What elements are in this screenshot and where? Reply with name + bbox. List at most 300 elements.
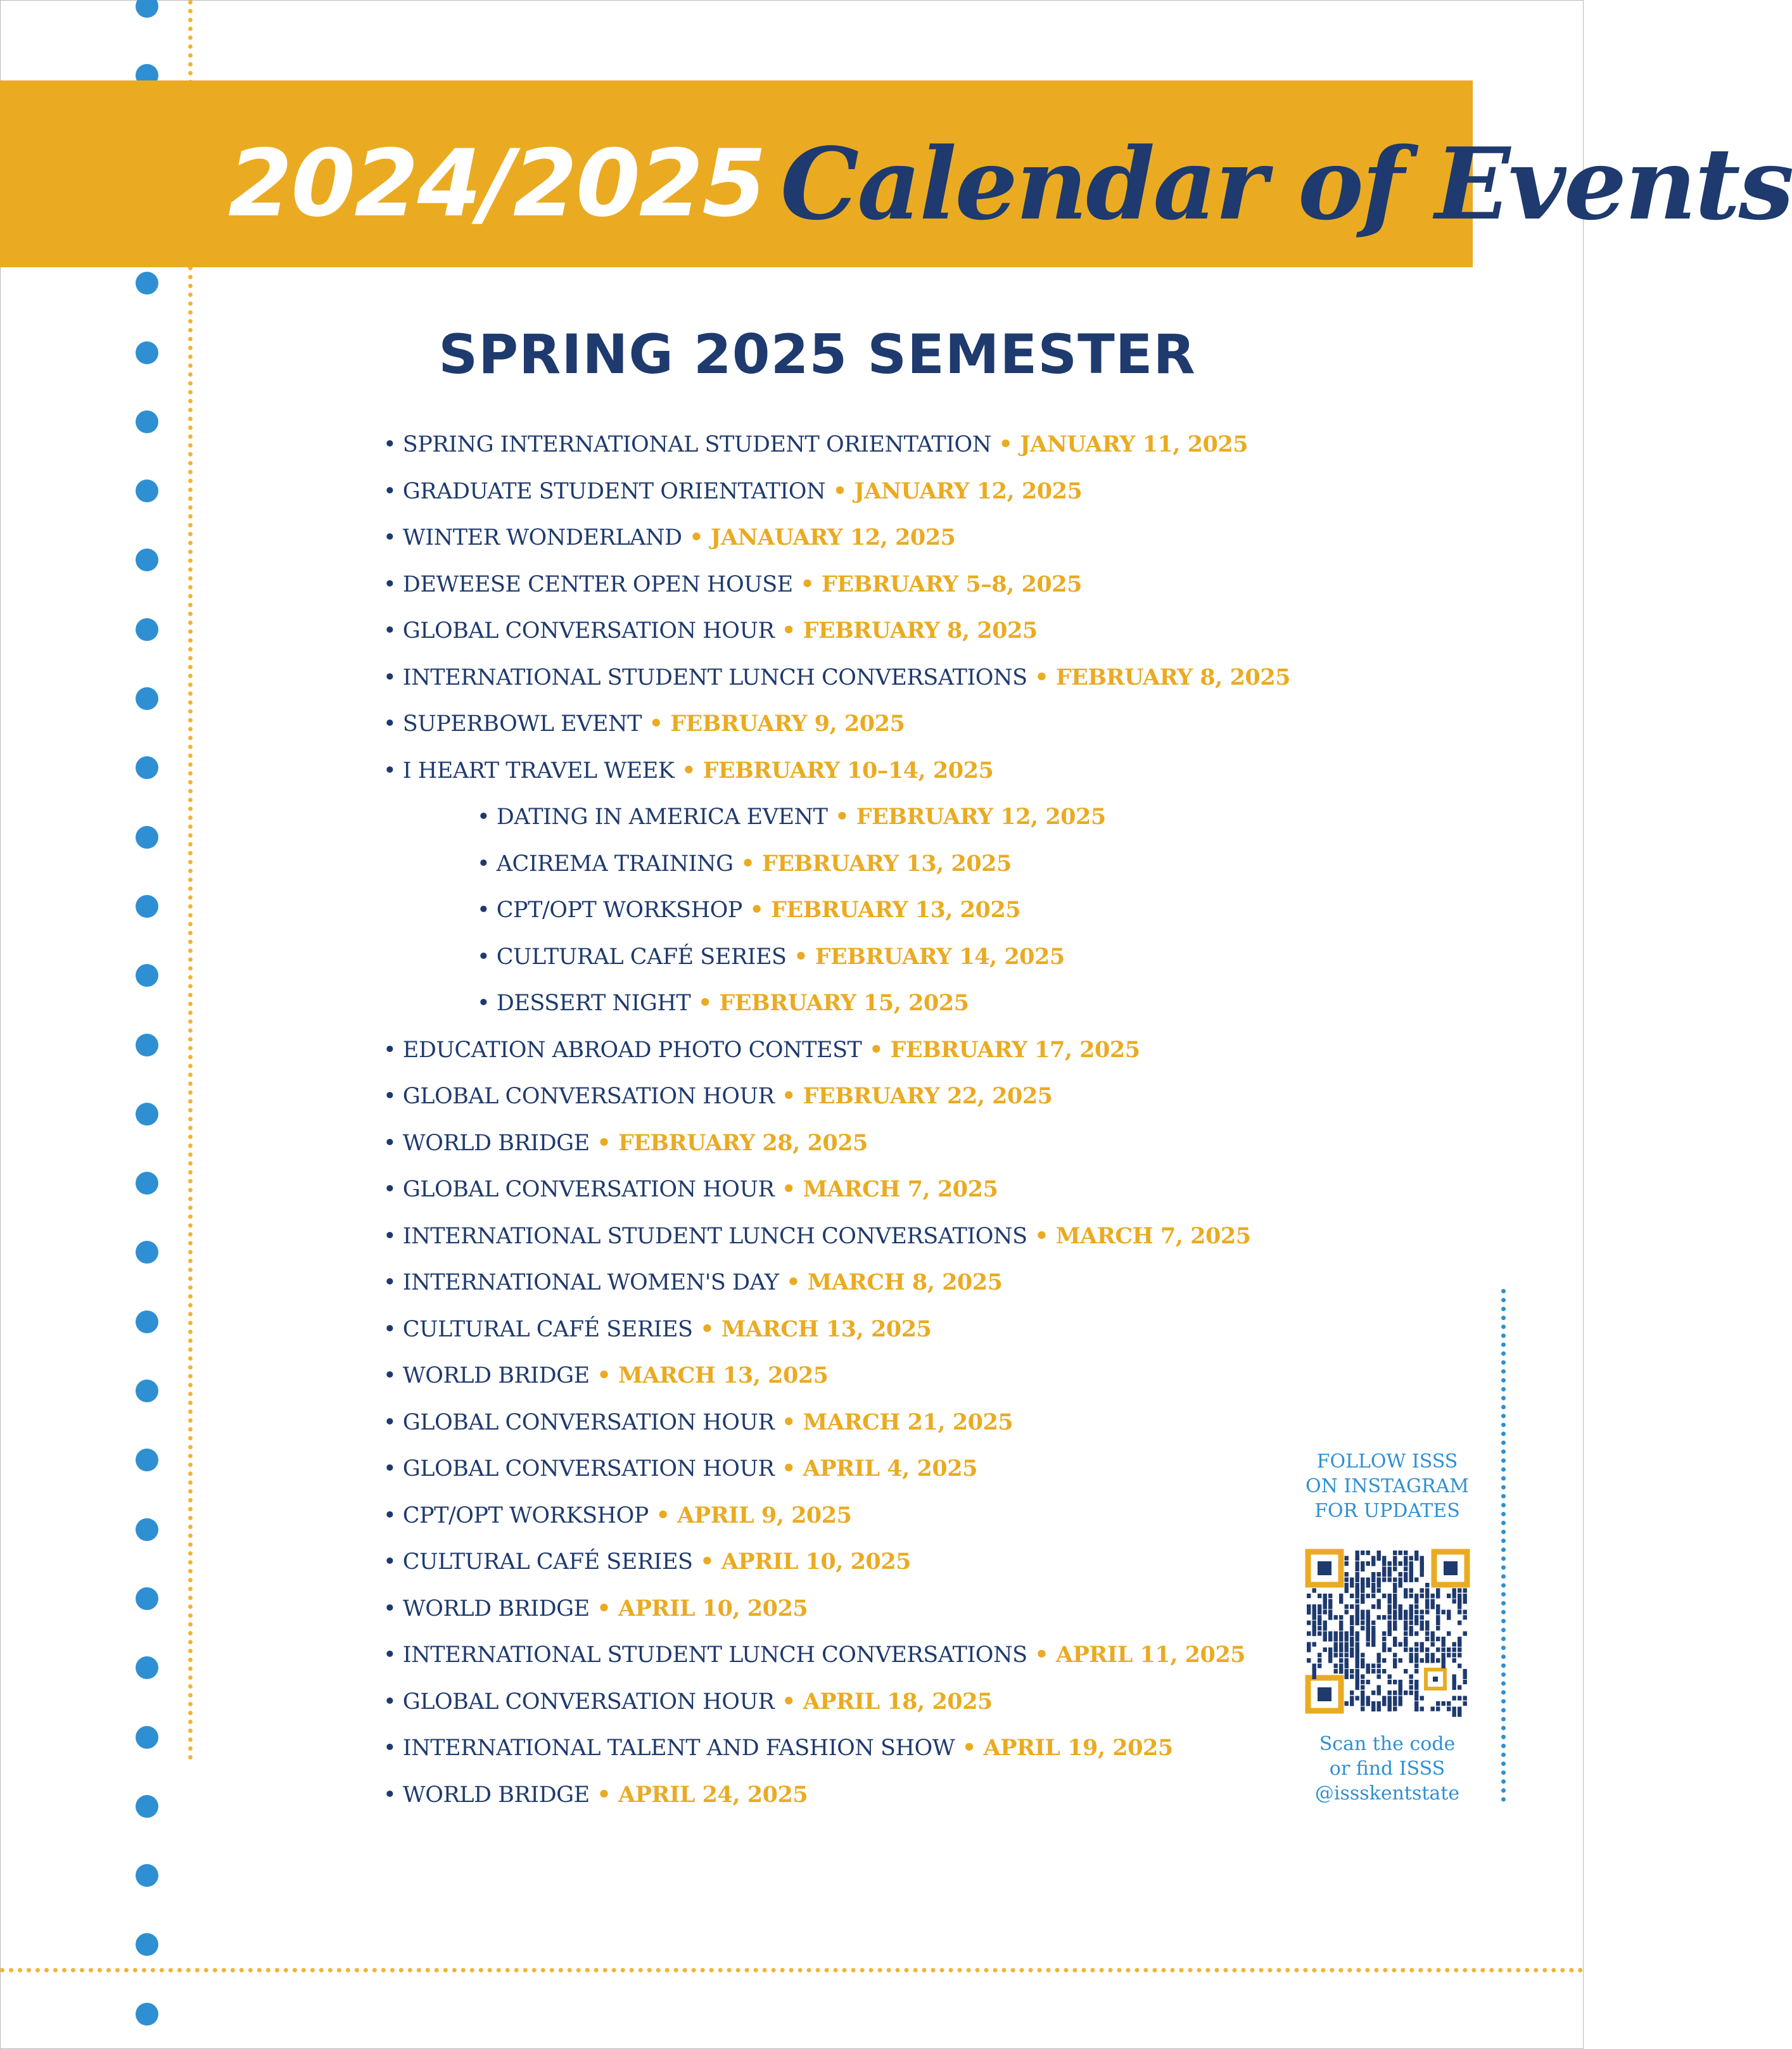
event-date: • JANAUARY 12, 2025 <box>682 524 956 550</box>
qr-module <box>1414 1664 1418 1668</box>
qr-module <box>1318 1594 1321 1598</box>
qr-module <box>1345 1653 1349 1658</box>
instagram-handle[interactable]: @issskentstate <box>1314 1782 1460 1805</box>
event-item <box>383 1264 1523 1310</box>
qr-module <box>1377 1707 1381 1711</box>
qr-module <box>1350 1621 1354 1625</box>
event-date: • APRIL 10, 2025 <box>589 1595 808 1621</box>
qr-module <box>1350 1675 1354 1679</box>
qr-module <box>1458 1589 1461 1593</box>
qr-module <box>1420 1594 1424 1598</box>
qr-module <box>1414 1642 1418 1647</box>
qr-module <box>1356 1632 1359 1642</box>
margin-dot <box>136 1587 158 1610</box>
qr-module <box>1420 1696 1424 1701</box>
qr-module <box>1404 1561 1408 1566</box>
event-name: • GLOBAL CONVERSATION HOUR <box>383 1689 775 1715</box>
scan-line-2: or find ISSS <box>1329 1758 1446 1780</box>
qr-module <box>1377 1599 1381 1609</box>
event-name: • GLOBAL CONVERSATION HOUR <box>383 1456 775 1481</box>
qr-module <box>1377 1578 1381 1588</box>
qr-module <box>1366 1551 1370 1555</box>
qr-module <box>1393 1599 1397 1609</box>
qr-module <box>1393 1691 1397 1695</box>
qr-module <box>1323 1621 1327 1631</box>
qr-module <box>1334 1642 1338 1653</box>
qr-module <box>1356 1615 1359 1625</box>
qr-module <box>1420 1621 1424 1631</box>
qr-module <box>1312 1626 1316 1636</box>
qr-module <box>1334 1653 1338 1658</box>
event-name: • CPT/OPT WORKSHOP <box>383 1502 649 1528</box>
qr-module <box>1356 1589 1359 1599</box>
scan-instructions <box>1289 1732 1485 1806</box>
event-item <box>383 473 1523 519</box>
event-name: • GLOBAL CONVERSATION HOUR <box>383 1409 775 1435</box>
qr-module <box>1463 1632 1467 1636</box>
event-item <box>383 752 1523 799</box>
event-date: • FEBRUARY 12, 2025 <box>827 804 1106 830</box>
qr-module <box>1420 1610 1424 1614</box>
qr-module <box>1323 1647 1327 1652</box>
qr-module <box>1318 1653 1321 1658</box>
event-name: • CULTURAL CAFÉ SERIES <box>383 1316 693 1342</box>
qr-module <box>1361 1653 1364 1658</box>
qr-module <box>1404 1567 1408 1571</box>
event-date: • FEBRUARY 8, 2025 <box>1027 664 1290 690</box>
qr-module <box>1382 1556 1386 1566</box>
event-date: • FEBRUARY 9, 2025 <box>641 711 905 737</box>
qr-module <box>1366 1669 1370 1673</box>
event-name: • WORLD BRIDGE <box>383 1363 590 1388</box>
qr-module <box>1361 1685 1364 1690</box>
event-item <box>383 1077 1523 1124</box>
qr-module <box>1350 1626 1354 1636</box>
qr-module <box>1356 1680 1359 1690</box>
qr-module <box>1409 1691 1413 1695</box>
qr-module <box>1323 1632 1327 1642</box>
qr-module <box>1463 1680 1467 1684</box>
event-item <box>383 1031 1523 1078</box>
event-date: • MARCH 21, 2025 <box>774 1409 1014 1435</box>
event-date: • APRIL 18, 2025 <box>774 1688 993 1715</box>
event-date: • APRIL 4, 2025 <box>774 1456 977 1481</box>
qr-module <box>1339 1632 1343 1642</box>
qr-module <box>1425 1583 1429 1587</box>
qr-module <box>1425 1599 1429 1609</box>
qr-module <box>1334 1632 1338 1642</box>
qr-module <box>1452 1642 1456 1647</box>
qr-module <box>1350 1669 1354 1673</box>
qr-module <box>1377 1691 1381 1695</box>
left-dot-column <box>136 0 161 2049</box>
event-name: • GLOBAL CONVERSATION HOUR <box>383 618 775 644</box>
qr-module <box>1442 1647 1446 1652</box>
qr-module <box>1371 1637 1375 1647</box>
qr-module <box>1409 1594 1413 1598</box>
qr-module <box>1452 1658 1456 1663</box>
qr-module <box>1420 1589 1424 1593</box>
event-name: • ACIREMA TRAINING <box>477 851 734 877</box>
qr-module <box>1393 1707 1397 1711</box>
margin-dot <box>136 1172 158 1195</box>
qr-module <box>1463 1594 1467 1604</box>
qr-module <box>1458 1685 1461 1690</box>
qr-module <box>1447 1707 1451 1711</box>
qr-module <box>1307 1642 1311 1653</box>
qr-module <box>1393 1551 1397 1555</box>
qr-module <box>1420 1642 1424 1653</box>
margin-dot <box>136 1241 158 1264</box>
qr-module <box>1409 1675 1413 1679</box>
margin-dot <box>136 549 158 571</box>
margin-dot <box>136 826 158 849</box>
instagram-line-2: ON INSTAGRAM <box>1305 1475 1469 1497</box>
qr-module <box>1361 1583 1364 1593</box>
qr-module <box>1339 1594 1343 1604</box>
event-date: • FEBRUARY 8, 2025 <box>774 618 1038 644</box>
qr-module <box>1345 1610 1349 1614</box>
event-date: • FEBRUARY 15, 2025 <box>690 990 969 1016</box>
qr-module <box>1409 1621 1413 1625</box>
qr-module <box>1356 1556 1359 1561</box>
qr-module <box>1414 1594 1418 1604</box>
qr-module <box>1404 1610 1408 1620</box>
event-date: • FEBRUARY 17, 2025 <box>861 1036 1140 1063</box>
event-item <box>383 519 1523 566</box>
margin-dot <box>136 272 158 295</box>
qr-module <box>1318 1604 1321 1614</box>
qr-module <box>1377 1653 1381 1663</box>
event-name: • INTERNATIONAL WOMEN'S DAY <box>383 1270 779 1295</box>
qr-module <box>1425 1647 1429 1652</box>
qr-module <box>1350 1647 1354 1658</box>
qr-module <box>1334 1664 1338 1668</box>
event-name: • WORLD BRIDGE <box>383 1595 590 1621</box>
banner-title <box>228 111 1792 257</box>
margin-dot <box>136 756 158 779</box>
qr-module <box>1328 1653 1332 1663</box>
margin-dot <box>136 687 158 710</box>
margin-dot <box>136 1864 158 1887</box>
qr-module <box>1425 1632 1429 1636</box>
qr-module <box>1345 1701 1349 1706</box>
qr-module <box>1431 1653 1435 1663</box>
qr-module <box>1312 1589 1316 1593</box>
qr-module <box>1361 1561 1364 1571</box>
qr-module <box>1361 1680 1364 1684</box>
qr-module <box>1452 1707 1456 1717</box>
event-item <box>383 1170 1523 1217</box>
qr-module <box>1463 1669 1467 1679</box>
margin-dot <box>136 964 158 987</box>
event-item <box>383 1357 1523 1404</box>
margin-dot <box>136 2003 158 2026</box>
event-item <box>383 426 1523 473</box>
qr-module <box>1388 1680 1392 1684</box>
qr-module <box>1312 1615 1316 1620</box>
qr-module <box>1371 1664 1375 1668</box>
qr-code-icon[interactable] <box>1307 1551 1468 1712</box>
qr-module <box>1323 1599 1327 1609</box>
qr-module <box>1393 1567 1397 1571</box>
qr-module <box>1393 1642 1397 1647</box>
qr-module <box>1361 1675 1364 1679</box>
qr-module <box>1452 1653 1456 1658</box>
qr-module <box>1436 1637 1440 1641</box>
qr-module <box>1339 1653 1343 1658</box>
qr-module <box>1436 1658 1440 1663</box>
qr-module <box>1414 1556 1418 1561</box>
qr-module <box>1345 1604 1349 1609</box>
event-name: • GLOBAL CONVERSATION HOUR <box>383 1177 775 1202</box>
qr-module <box>1463 1701 1467 1706</box>
qr-module <box>1339 1669 1343 1673</box>
margin-dot <box>136 1103 158 1126</box>
qr-module <box>1371 1594 1375 1598</box>
qr-module <box>1431 1594 1435 1598</box>
qr-module <box>1388 1632 1392 1636</box>
event-name: • DEWEESE CENTER OPEN HOUSE <box>383 571 793 597</box>
qr-module <box>1414 1610 1418 1614</box>
qr-module <box>1458 1642 1461 1647</box>
qr-module <box>1339 1615 1343 1620</box>
qr-module <box>1345 1556 1349 1561</box>
qr-module <box>1414 1691 1418 1701</box>
event-name: • INTERNATIONAL STUDENT LUNCH CONVERSATIONS <box>383 1223 1027 1249</box>
qr-module <box>1377 1551 1381 1561</box>
instagram-line-1: FOLLOW ISSS <box>1316 1450 1458 1473</box>
event-name: • INTERNATIONAL STUDENT LUNCH CONVERSATIONS <box>383 664 1027 690</box>
event-date: • APRIL 24, 2025 <box>589 1781 808 1808</box>
event-date: • APRIL 9, 2025 <box>648 1502 852 1528</box>
qr-module <box>1350 1642 1354 1647</box>
qr-module <box>1361 1664 1364 1668</box>
qr-module <box>1431 1642 1435 1647</box>
qr-module <box>1371 1556 1375 1566</box>
qr-module <box>1388 1701 1392 1711</box>
event-name: • GLOBAL CONVERSATION HOUR <box>383 1084 775 1109</box>
event-item <box>383 612 1523 659</box>
event-name: • DATING IN AMERICA EVENT <box>477 804 828 830</box>
margin-dot <box>136 0 158 18</box>
qr-module <box>1393 1701 1397 1706</box>
event-date: • APRIL 11, 2025 <box>1027 1642 1246 1668</box>
qr-module <box>1318 1658 1321 1663</box>
banner-year: 2024/2025 <box>228 130 766 238</box>
qr-module <box>1458 1653 1461 1658</box>
qr-module <box>1328 1599 1332 1609</box>
qr-module <box>1312 1642 1316 1647</box>
qr-module <box>1436 1589 1440 1599</box>
qr-module <box>1409 1658 1413 1663</box>
qr-module <box>1382 1594 1386 1598</box>
qr-module <box>1393 1578 1397 1582</box>
qr-module <box>1409 1589 1413 1593</box>
qr-module <box>1463 1696 1467 1701</box>
qr-module <box>1334 1615 1338 1620</box>
qr-module <box>1404 1642 1408 1647</box>
qr-module <box>1328 1594 1332 1598</box>
qr-module <box>1345 1561 1349 1566</box>
qr-module <box>1318 1626 1321 1630</box>
qr-module <box>1463 1589 1467 1593</box>
qr-module <box>1382 1637 1386 1641</box>
qr-module <box>1350 1594 1354 1598</box>
qr-module <box>1452 1599 1456 1604</box>
qr-module <box>1345 1664 1349 1668</box>
qr-module <box>1399 1615 1402 1620</box>
qr-module <box>1307 1621 1311 1625</box>
qr-module <box>1442 1701 1446 1706</box>
qr-module <box>1393 1658 1397 1668</box>
event-name: • I HEART TRAVEL WEEK <box>383 758 675 783</box>
qr-module <box>1436 1604 1440 1614</box>
qr-module <box>1404 1632 1408 1636</box>
qr-module <box>1388 1691 1392 1695</box>
qr-module <box>1388 1615 1392 1620</box>
qr-module <box>1382 1632 1386 1636</box>
qr-module <box>1350 1696 1354 1706</box>
qr-module <box>1371 1669 1375 1673</box>
event-date: • FEBRUARY 13, 2025 <box>742 897 1021 923</box>
qr-module <box>1436 1626 1440 1630</box>
banner-heading: Calendar of Events <box>780 125 1792 242</box>
event-item <box>383 566 1523 612</box>
qr-module <box>1323 1610 1327 1614</box>
qr-module <box>1409 1578 1413 1582</box>
event-date: • MARCH 8, 2025 <box>778 1269 1003 1295</box>
qr-module <box>1425 1610 1429 1614</box>
event-name: • INTERNATIONAL STUDENT LUNCH CONVERSATIONS <box>383 1642 1027 1668</box>
margin-dot <box>136 1518 158 1541</box>
qr-module <box>1339 1658 1343 1663</box>
qr-module <box>1388 1604 1392 1614</box>
qr-module <box>1414 1669 1418 1673</box>
qr-module <box>1307 1658 1311 1663</box>
qr-module <box>1339 1647 1343 1652</box>
qr-module <box>1393 1610 1397 1620</box>
qr-module <box>1409 1680 1413 1684</box>
qr-module <box>1414 1707 1418 1711</box>
qr-module <box>1452 1647 1456 1652</box>
margin-dot <box>136 1449 158 1471</box>
qr-module <box>1339 1621 1343 1631</box>
qr-module <box>1414 1647 1418 1652</box>
qr-module <box>1328 1637 1332 1641</box>
qr-module <box>1404 1589 1408 1599</box>
qr-module <box>1371 1691 1375 1695</box>
qr-module <box>1307 1594 1311 1598</box>
qr-module <box>1447 1701 1451 1706</box>
event-name: • INTERNATIONAL TALENT AND FASHION SHOW <box>383 1735 955 1761</box>
qr-module <box>1388 1594 1392 1604</box>
qr-module <box>1312 1669 1316 1679</box>
qr-module <box>1414 1632 1418 1636</box>
qr-module <box>1388 1647 1392 1652</box>
qr-module <box>1361 1615 1364 1620</box>
event-date: • MARCH 13, 2025 <box>692 1316 932 1342</box>
qr-module <box>1356 1599 1359 1604</box>
qr-module <box>1399 1685 1402 1696</box>
scan-line-1: Scan the code <box>1319 1733 1456 1755</box>
qr-module <box>1404 1647 1408 1652</box>
qr-module <box>1447 1594 1451 1598</box>
qr-module <box>1447 1632 1451 1636</box>
event-item <box>383 891 1523 938</box>
event-date: • FEBRUARY 5–8, 2025 <box>792 571 1082 597</box>
margin-dot <box>136 1380 158 1402</box>
qr-module <box>1442 1637 1446 1647</box>
margin-dot <box>136 1656 158 1679</box>
semester-title: SPRING 2025 SEMESTER <box>438 323 1196 386</box>
event-date: • JANUARY 11, 2025 <box>991 431 1249 457</box>
event-name: • WORLD BRIDGE <box>383 1130 590 1156</box>
qr-module <box>1382 1658 1386 1663</box>
qr-module <box>1382 1567 1386 1577</box>
qr-module <box>1399 1578 1402 1588</box>
qr-module <box>1356 1658 1359 1668</box>
event-item <box>383 705 1523 752</box>
margin-dot <box>136 1795 158 1818</box>
qr-module <box>1404 1691 1408 1695</box>
margin-dot <box>136 410 158 433</box>
instagram-line-3: FOR UPDATES <box>1314 1500 1460 1522</box>
qr-module <box>1399 1642 1402 1647</box>
event-item <box>383 798 1523 845</box>
qr-module <box>1458 1696 1461 1701</box>
qr-module <box>1425 1621 1429 1631</box>
qr-module <box>1458 1647 1461 1652</box>
event-date: • APRIL 10, 2025 <box>692 1549 911 1575</box>
qr-module <box>1345 1572 1349 1576</box>
qr-module <box>1463 1610 1467 1614</box>
qr-module <box>1350 1583 1354 1587</box>
event-date: • FEBRUARY 13, 2025 <box>733 850 1012 877</box>
qr-module <box>1447 1615 1451 1620</box>
qr-module <box>1382 1696 1386 1706</box>
qr-module <box>1420 1567 1424 1577</box>
qr-module <box>1318 1615 1321 1625</box>
qr-module <box>1452 1696 1456 1701</box>
qr-module <box>1366 1561 1370 1566</box>
qr-module <box>1414 1653 1418 1663</box>
qr-module <box>1404 1572 1408 1582</box>
instagram-callout <box>1289 1449 1485 1523</box>
qr-module <box>1425 1589 1429 1599</box>
qr-module <box>1350 1604 1354 1609</box>
event-date: • MARCH 7, 2025 <box>1027 1222 1251 1249</box>
qr-module <box>1404 1621 1408 1631</box>
qr-module <box>1436 1621 1440 1625</box>
event-item <box>383 659 1523 706</box>
qr-module <box>1377 1669 1381 1673</box>
qr-module <box>1388 1675 1392 1679</box>
event-date: • MARCH 7, 2025 <box>774 1176 998 1202</box>
qr-module <box>1463 1615 1467 1620</box>
qr-module <box>1414 1680 1418 1690</box>
event-date: • FEBRUARY 28, 2025 <box>589 1129 868 1156</box>
qr-module <box>1361 1696 1364 1706</box>
qr-module <box>1431 1599 1435 1609</box>
qr-module <box>1458 1664 1461 1668</box>
event-item <box>383 845 1523 892</box>
qr-module <box>1452 1589 1456 1599</box>
qr-module <box>1409 1610 1413 1620</box>
qr-module <box>1431 1632 1435 1642</box>
qr-module <box>1404 1551 1408 1555</box>
event-date: • FEBRUARY 10–14, 2025 <box>674 757 994 783</box>
